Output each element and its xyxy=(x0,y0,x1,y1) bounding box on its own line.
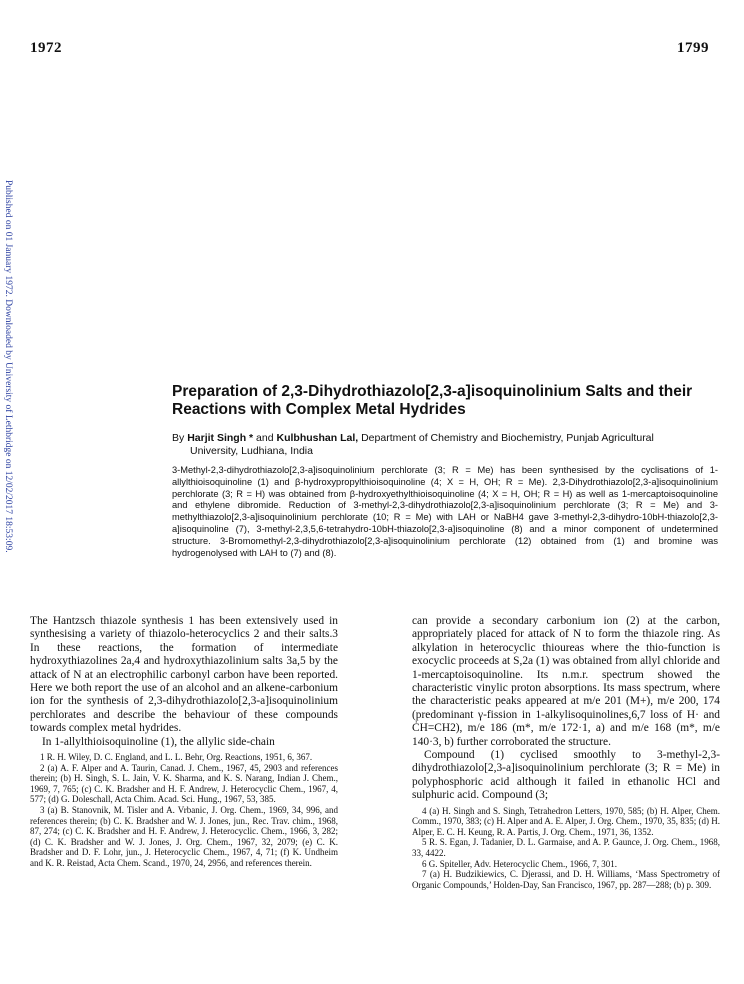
affiliation-continued: University, Ludhiana, India xyxy=(190,445,313,457)
footnote: 2 (a) A. F. Alper and A. Taurin, Canad. J. Chem., 1967, 45, 2903 and references therein; (b) H. Singh, S. L. Jain, V. K. Sharma, and K. S. Narang, Indian J. Chem., 1969, 7, 765; (c) C. K. Bradsher and H. F. Andrew, J. Heterocyclic Chem., 1967, 4, 577; (d) G. Doleschall, Acta Chim. Acad. Sci. Hung., 1967, 53, 385. xyxy=(30,762,338,805)
footnotes xyxy=(30,752,338,869)
journal-year: 1972 xyxy=(30,40,62,56)
page-number: 1799 xyxy=(677,40,709,56)
footnote: 5 R. S. Egan, J. Tadanier, D. L. Garmaise, and A. P. Gaunce, J. Org. Chem., 1968, 33, 4422. xyxy=(412,837,720,859)
footnote: 1 R. H. Wiley, D. C. England, and L. L. Behr, Org. Reactions, 1951, 6, 367. xyxy=(40,752,313,763)
download-watermark xyxy=(2,180,14,610)
article-title: Preparation of 2,3-Dihydrothiazolo[2,3-a]isoquinolinium Salts and their Reactions with Complex Metal Hydrides xyxy=(172,383,693,418)
footnote: 6 G. Spiteller, Adv. Heterocyclic Chem., 1966, 7, 301. xyxy=(422,858,618,869)
body-paragraph: The Hantzsch thiazole synthesis 1 has been extensively used in synthesising a variety of thiazolo-heterocyclics 2 and their salts.3 In these reactions, the formation of intermediate hydroxythiazolines 2a,4 and hydroxythiazolinium salts 3a,5 by the attack of N at an electrophilic carbonyl carbon have been reported. Here we both report the use of an alcohol and an alkene-carbonium ion for the synthesis of 2,3-dihydrothiazolo[2,3-a]isoquinolinium perchlorates and describe the behaviour of these compounds towards complex metal hydrides. xyxy=(30,615,338,735)
author-line xyxy=(172,432,717,458)
body-paragraph: In 1-allylthioisoquinoline (1), the allylic side-chain xyxy=(42,735,275,748)
and-label: and xyxy=(256,432,274,444)
body-paragraph: Compound (1) cyclised smoothly to 3-methyl-2,3-dihydrothiazolo[2,3-a]isoquinolinium perchlorate (3; R = Me) in polyphosphoric acid although it failed in ethanolic HCl and sulphuric acid. Compound (3; xyxy=(412,749,720,802)
right-column xyxy=(412,615,720,890)
by-label: By xyxy=(172,432,185,444)
footnote: 7 (a) H. Budzikiewics, C. Djerassi, and D. H. Williams, ‘Mass Spectrometry of Organic Compounds,’ Holden-Day, San Francisco, 1967, pp. 287—288; (b) p. 309. xyxy=(412,869,720,890)
footnote: 4 (a) H. Singh and S. Singh, Tetrahedron Letters, 1970, 585; (b) H. Alper, Chem. Comm., 1970, 383; (c) H. Alper and A. E. Alper, J. Org. Chem., 1970, 35, 835; (d) H. Alper, E. C. H. Keung, R. A. Partis, J. Org. Chem., 1971, 36, 1352. xyxy=(412,805,720,837)
affiliation: Department of Chemistry and Biochemistry, Punjab Agricultural xyxy=(361,432,654,444)
body-paragraph: can provide a secondary carbonium ion (2) at the carbon, appropriately placed for attack of N to form the thiazole ring. As alkylation in heterocyclic thioureas where the thio-function is exocyclic proceeds at S,2a (1) was obtained from allyl chloride and 1-mercaptoisoquinoline. Its n.m.r. spectrum showed the characteristic vinylic proton absorptions. Its mass spectrum, where the characteristic peaks appeared at m/e 201 (M+), m/e 200, 174 (predominant γ-fission in 1-alkylisoquinolines,6,7 loss of H· and ĊH=CH2), m/e 186 (m*, m/e 172·1, a) and m/e 168 (m*, m/e 140·3, b) further corroborated the structure. xyxy=(412,615,720,748)
abstract: 3-Methyl-2,3-dihydrothiazolo[2,3-a]isoquinolinium perchlorate (3; R = Me) has been synthesised by the cyclisations of 1-allylthioisoquinoline (1) and β-hydroxypropylthioisoquinoline (4; X = H, OH; R = Me). 2,3-Dihydrothiazolo[2,3-a]isoquinolinium perchlorate (3; R = H) was obtained from β-hydroxyethylthioisoquinoline (4; X = H, OH; R = H) as well as 1-mercaptoisoquinoline and ethylene dibromide. Reduction of 3-methyl-2,3-dihydrothiazolo[2,3-a]isoquinolinium perchlorate (3; R = Me) and 3-methylthiazolo[2,3-a]isoquinolinium perchlorate (10; R = Me) with LAH or NaBH4 gave 3-methyl-2,3-dihydro-10bH-thiazolo[2,3-a]isoquinoline (7), 3-methyl-2,3,5,6-tetrahydro-10bH-thiazolo[2,3-a]isoquinoline (8) and a minor component of undetermined structure. 3-Bromomethyl-2,3-dihydrothiazolo[2,3-a]isoquinolinium perchlorate (12) obtained from (1) and bromine was hydrogenolysed with LAH to (7) and (8). xyxy=(172,465,718,558)
download-watermark-text: Published on 01 January 1972. Downloaded by University of Lethbridge on 12/02/2017 18:53:09. xyxy=(3,180,13,553)
author-name: Kulbhushan Lal, xyxy=(276,432,359,444)
footnote: 3 (a) B. Stanovnik, M. Tisler and A. Vrbanic, J. Org. Chem., 1969, 34, 996, and references therein; (b) C. K. Bradsher and W. J. Jones, jun., Rec. Trav. chim., 1968, 87, 274; (c) C. K. Bradsher and H. F. Andrew, J. Heterocyclic. Chem., 1966, 3, 282; (d) C. K. Bradsher and W. J. Jones, J. Org. Chem., 1967, 32, 2079; (e) C. K. Bradsher and D. F. Lohr, jun., J. Heterocyclic Chem., 1967, 4, 71; (f) K. Undheim and K. R. Reistad, Acta Chem. Scand., 1970, 24, 2956, and references therein. xyxy=(30,805,338,868)
left-column xyxy=(30,615,338,869)
author-name: Harjit Singh * xyxy=(187,432,254,444)
footnotes xyxy=(412,806,720,891)
